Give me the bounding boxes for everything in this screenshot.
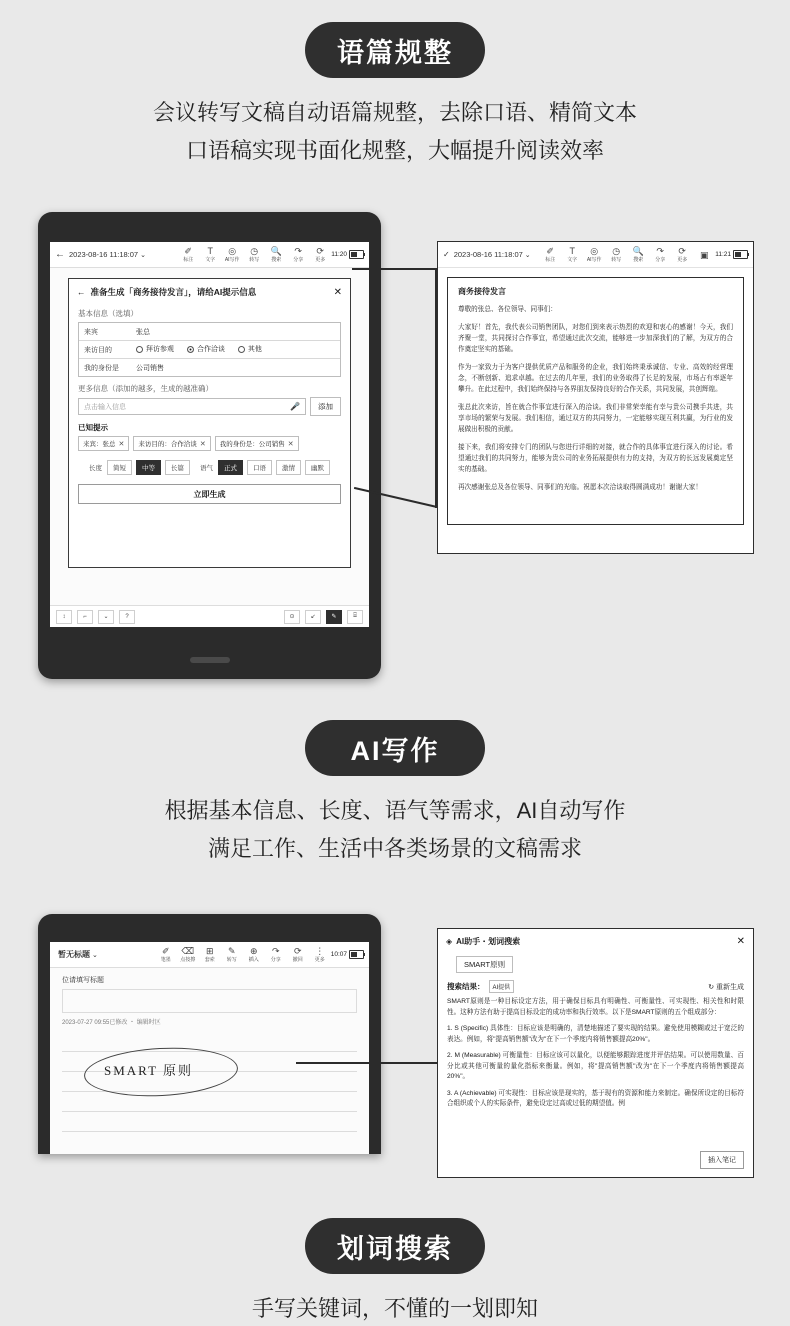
toolbar-icon-transcribe[interactable] bbox=[221, 946, 243, 963]
status-area bbox=[331, 250, 364, 259]
back-icon[interactable]: ← bbox=[55, 249, 65, 260]
note-subtitle: 位请填写标题 bbox=[62, 977, 104, 984]
toolbar-icon-lasso[interactable] bbox=[199, 946, 221, 963]
chevron-down-icon[interactable]: ⌄ bbox=[524, 251, 531, 259]
clock-label: 11:21 bbox=[715, 251, 731, 258]
tablet-device-2 bbox=[38, 914, 381, 1154]
tone-option-colloquial[interactable]: 口语 bbox=[247, 460, 272, 475]
form-row-identity[interactable] bbox=[79, 359, 340, 376]
key-icon-2[interactable]: ⌐ bbox=[77, 610, 93, 624]
insert-note-button[interactable]: 插入笔记 bbox=[700, 1151, 744, 1169]
toolbar-label: 更多 bbox=[677, 257, 688, 263]
close-icon[interactable]: ✕ bbox=[333, 286, 342, 298]
toolbar-icon-ai-write[interactable] bbox=[221, 246, 243, 263]
form-value: 张总 bbox=[136, 328, 150, 336]
toolbar-label: 更多 bbox=[314, 957, 325, 963]
regenerate-button[interactable]: ↻ 重新生成 bbox=[708, 983, 744, 991]
chip-label: 来访目的：合作洽谈 bbox=[138, 441, 197, 448]
chip-remove-icon[interactable]: ✕ bbox=[199, 440, 206, 448]
status-area bbox=[331, 950, 364, 959]
result-source-badge: AI提供 bbox=[489, 980, 515, 993]
tone-option-passionate[interactable]: 激情 bbox=[276, 460, 301, 475]
ai-paragraph: 2. M (Measurable) 可衡量性：目标应该可以量化，以便能够跟踪进度并评估结果。可以使用数量、百分比或其他可衡量的量化指标来衡量。例如，将"提高销售额"改为"在下一个季度内将销售额提高20%"。 bbox=[447, 1052, 744, 1080]
doc-heading: 商务接待发言 bbox=[458, 287, 506, 296]
ai-writing-dialog bbox=[68, 278, 351, 568]
note-line bbox=[62, 1112, 357, 1132]
more-info-note: （添加的越多，生成的越准确） bbox=[108, 384, 213, 393]
connector-line-vertical bbox=[435, 268, 437, 508]
notes-toolbar bbox=[50, 942, 369, 968]
toolbar-icon-search[interactable] bbox=[627, 246, 649, 263]
note-canvas[interactable] bbox=[62, 1032, 357, 1132]
basic-info-label bbox=[78, 308, 350, 319]
more-info-input-bar bbox=[78, 397, 341, 416]
close-icon[interactable]: ✕ bbox=[736, 936, 745, 947]
section-2-pill: AI写作 bbox=[305, 720, 485, 776]
keyboard-bar bbox=[50, 605, 369, 627]
doc-paragraph: 接下来，我们将安排专门的团队与您进行详细的对接，就合作的具体事宜进行深入的讨论。希望通过我们的共同努力，能够为贵公司的业务拓展提供有力的支持，为双方的长远发展奠定坚实的基础。 bbox=[458, 444, 733, 473]
toolbar-label: AI写作 bbox=[586, 257, 602, 263]
generate-button[interactable]: 立即生成 bbox=[78, 484, 341, 504]
keyword-row bbox=[447, 954, 744, 973]
toolbar-icon-ai-write[interactable] bbox=[583, 246, 605, 263]
result-label: 搜索结果： bbox=[447, 982, 485, 991]
dialog-back-icon[interactable]: ← bbox=[77, 287, 86, 297]
toolbar-icon-pen[interactable] bbox=[155, 946, 177, 963]
section-1-pill: 语篇规整 bbox=[305, 22, 485, 78]
toolbar-icon-search[interactable] bbox=[265, 246, 287, 263]
search-icon: 🔍 bbox=[270, 246, 282, 256]
section-1-sub-line2: 口语稿实现书面化规整，大幅提升阅读效率 bbox=[185, 138, 604, 163]
ai-panel-title: AI助手・划词搜索 bbox=[456, 937, 521, 946]
section-3-pill: 划词搜索 bbox=[305, 1218, 485, 1274]
section-1-sub-line1: 会议转写文稿自动语篇规整，去除口语、精简文本 bbox=[152, 100, 637, 125]
ai-icon: ◎ bbox=[590, 246, 599, 256]
chip-remove-icon[interactable]: ✕ bbox=[118, 440, 125, 448]
key-icon-4[interactable]: ? bbox=[119, 610, 135, 624]
generated-document-page bbox=[437, 241, 754, 554]
tablet-2-screen bbox=[50, 942, 369, 1154]
dialog-header bbox=[69, 279, 350, 302]
length-label: 长度 bbox=[89, 465, 102, 472]
doc-paragraph: 尊敬的张总、各位领导、同事们： bbox=[458, 306, 557, 313]
note-line bbox=[62, 1032, 357, 1052]
clock-label: 11:20 bbox=[331, 251, 347, 258]
tablet-device-1 bbox=[38, 212, 381, 679]
clock-icon: ◷ bbox=[250, 246, 259, 256]
option-row bbox=[78, 460, 341, 475]
toolbar-icon-more[interactable] bbox=[671, 246, 693, 263]
ai-paragraph: 3. A (Achievable) 可实现性：目标应该是现实的，基于现有的资源和能力来制定。确保所设定的目标符合组织或个人的实际条件，避免设定过高或过低的期望值。例 bbox=[447, 1089, 744, 1107]
toolbar-icon-more[interactable] bbox=[309, 946, 331, 963]
key-icon-3[interactable]: ⌄ bbox=[98, 610, 114, 624]
basic-info-note: （选填） bbox=[108, 309, 138, 318]
toolbar-label: 转写 bbox=[249, 257, 260, 263]
lasso-icon: ⊞ bbox=[205, 946, 214, 956]
keyboard-icon[interactable]: ⌸ bbox=[347, 610, 363, 624]
known-hints-label: 已知提示 bbox=[78, 423, 108, 432]
toolbar-icon-transcribe[interactable] bbox=[243, 246, 265, 263]
section-1-header bbox=[0, 22, 790, 168]
chevron-down-icon[interactable]: ⌄ bbox=[92, 951, 98, 959]
ai-icon: ◎ bbox=[228, 246, 237, 256]
microphone-icon[interactable]: 🎤 bbox=[290, 402, 300, 411]
toolbar-icon-undo[interactable] bbox=[287, 946, 309, 963]
tone-option-formal[interactable]: 正式 bbox=[218, 460, 243, 475]
toolbar-icon-more[interactable] bbox=[309, 246, 331, 263]
transcript-toolbar bbox=[50, 242, 369, 268]
text-icon: T bbox=[207, 246, 213, 256]
toolbar-label: 插入 bbox=[248, 957, 259, 963]
chip-label: 来宾：张总 bbox=[83, 441, 116, 448]
known-hints-chips bbox=[78, 436, 341, 451]
toolbar-label: 文字 bbox=[205, 257, 216, 263]
doc-paragraph: 再次感谢张总及各位领导、同事们的光临。祝愿本次洽谈取得圆满成功！谢谢大家！ bbox=[458, 484, 702, 491]
purpose-radio-group bbox=[136, 344, 340, 355]
toolbar-icon-text[interactable] bbox=[199, 246, 221, 263]
doc-paragraph: 张总此次来访，旨在就合作事宜进行深入的洽谈。我们非常荣幸能有幸与贵公司携手共进，共享市场的繁荣与发展。我们相信，通过双方的共同努力，一定能够实现互利共赢，为行业的发展做出积极的贡献。 bbox=[458, 404, 733, 433]
ai-panel-header bbox=[438, 929, 753, 954]
handwriting-text: SMART 原则 bbox=[104, 1063, 194, 1078]
note-meta: 2023-07-27 09:55已修改 ・ 编辑时区 bbox=[62, 1020, 161, 1026]
length-option-long[interactable]: 长篇 bbox=[165, 460, 190, 475]
more-info-label bbox=[78, 383, 350, 394]
add-button[interactable]: 添加 bbox=[310, 397, 341, 416]
form-key: 来宾 bbox=[84, 328, 98, 336]
connector-line-section2 bbox=[296, 1062, 438, 1064]
tablet-1-screen bbox=[50, 242, 369, 627]
toolbar-icon-share[interactable] bbox=[287, 246, 309, 263]
document-title: 2023-08-16 11:18:07 bbox=[453, 250, 523, 259]
radio-label: 合作洽谈 bbox=[196, 346, 225, 354]
chip-purpose[interactable] bbox=[133, 436, 210, 451]
tone-option-humorous[interactable]: 幽默 bbox=[305, 460, 330, 475]
insert-icon: ⊕ bbox=[249, 946, 258, 956]
document-body bbox=[447, 277, 744, 525]
radio-cooperation[interactable] bbox=[187, 344, 225, 354]
ai-search-panel bbox=[437, 928, 754, 1178]
basic-info-text: 基本信息 bbox=[78, 309, 108, 318]
pen-icon: ✐ bbox=[184, 246, 192, 256]
keyword-chip[interactable]: SMART原则 bbox=[456, 956, 513, 973]
toolbar-label: 搜索 bbox=[633, 257, 644, 263]
toolbar-label: 标注 bbox=[183, 257, 194, 263]
form-key: 来访目的 bbox=[84, 346, 112, 354]
form-row-purpose[interactable] bbox=[79, 341, 340, 359]
note-line bbox=[62, 1092, 357, 1112]
eraser-icon: ⌫ bbox=[181, 946, 195, 956]
chip-remove-icon[interactable]: ✕ bbox=[287, 440, 294, 448]
toolbar-label: AI写作 bbox=[224, 257, 240, 263]
clock-icon: ◷ bbox=[612, 246, 621, 256]
toolbar-icon-annotate[interactable] bbox=[539, 246, 561, 263]
doc-paragraph: 作为一家致力于为客户提供优质产品和服务的企业，我们始终秉承诚信、专业、高效的经营理念，不断创新、追求卓越。在过去的几年里，我们的业务取得了长足的发展，市场占有率逐年攀升。在此过程中，我们始终保持与各界朋友保持良好的合作关系，共同发展，共创辉煌。 bbox=[458, 364, 733, 393]
document-title: 2023-08-16 11:18:07 bbox=[69, 250, 139, 259]
chevron-down-icon[interactable]: ⌄ bbox=[140, 251, 146, 259]
more-info-input[interactable] bbox=[78, 398, 306, 415]
doc-paragraph: 大家好！首先，我代表公司销售团队，对您们到来表示热烈的欢迎和衷心的感谢！今天，我们齐聚一堂，共同探讨合作事宜，希望通过此次交流，能够进一步加深我们的了解，为双方的合作奠定坚实的基础。 bbox=[458, 324, 733, 353]
toolbar-label: 转写 bbox=[611, 257, 622, 263]
section-3-sub-line1: 手写关键词，不懂的一划即知 bbox=[251, 1296, 538, 1321]
connector-line-top bbox=[352, 268, 438, 270]
toolbar-label: 分享 bbox=[293, 257, 304, 263]
toolbar-label: 更多 bbox=[315, 257, 326, 263]
toolbar-label: 转写 bbox=[226, 957, 237, 963]
text-icon: T bbox=[569, 246, 575, 256]
toolbar-label: 套索 bbox=[204, 957, 215, 963]
search-result-row bbox=[447, 980, 744, 993]
toolbar-icon-text[interactable] bbox=[561, 246, 583, 263]
status-area bbox=[715, 250, 748, 259]
share-icon: ↷ bbox=[656, 246, 664, 256]
toolbar-icon-share[interactable] bbox=[649, 246, 671, 263]
pen-tool-icon[interactable]: ✎ bbox=[326, 610, 342, 624]
section-3-header bbox=[0, 1218, 790, 1326]
toolbar-label: 搜索 bbox=[271, 257, 282, 263]
length-option-medium[interactable]: 中等 bbox=[136, 460, 161, 475]
share-icon: ↷ bbox=[294, 246, 302, 256]
toolbar-label: 文字 bbox=[567, 257, 578, 263]
ai-paragraph: SMART原则是一种目标设定方法，用于确保目标具有明确性、可衡量性、可实现性、相关性和时限性。这种方法有助于提高目标设定的成功率和执行效率。以下是SMART原则的五个组成部分： bbox=[447, 998, 744, 1016]
toolbar-icon-transcribe[interactable] bbox=[605, 246, 627, 263]
undo-icon: ⟳ bbox=[293, 946, 302, 956]
search-icon: 🔍 bbox=[632, 246, 644, 256]
toolbar-icon-pages[interactable] bbox=[693, 250, 715, 260]
toolbar-label: 分享 bbox=[270, 957, 281, 963]
form-value: 公司销售 bbox=[136, 364, 164, 372]
input-placeholder: 点击输入信息 bbox=[84, 403, 126, 411]
clock-label: 10:07 bbox=[330, 951, 347, 958]
battery-icon bbox=[349, 950, 364, 959]
toolbar-label: 点按擦 bbox=[180, 957, 196, 963]
basic-info-form bbox=[78, 322, 341, 377]
undo-icon[interactable]: ↙ bbox=[305, 610, 321, 624]
toolbar-icon-eraser[interactable] bbox=[177, 946, 199, 963]
chip-guest[interactable] bbox=[78, 436, 129, 451]
check-icon[interactable]: ✓ bbox=[443, 250, 450, 259]
radio-other[interactable] bbox=[238, 344, 262, 354]
toolbar-label: 分享 bbox=[655, 257, 666, 263]
toolbar-icon-insert[interactable] bbox=[243, 946, 265, 963]
toolbar-label: 标注 bbox=[545, 257, 556, 263]
record-icon[interactable]: ⊙ bbox=[284, 610, 300, 624]
form-key: 我的身份是 bbox=[84, 364, 119, 372]
ai-paragraph: 1. S (Specific) 具体性：目标应该是明确的，清楚地描述了要实现的结果。避免使用模糊或过于宽泛的表达。例如，将"提高销售额"改为"在下一个季度内将销售额提高20%"。 bbox=[447, 1025, 744, 1043]
section-2-sub-line2: 满足工作、生活中各类场景的文稿需求 bbox=[207, 836, 582, 861]
pen-icon: ✐ bbox=[161, 946, 170, 956]
length-option-short[interactable]: 简短 bbox=[107, 460, 132, 475]
ai-assistant-icon: ◈ bbox=[446, 937, 453, 946]
pages-icon: ▣ bbox=[699, 249, 709, 260]
home-indicator bbox=[190, 657, 230, 663]
form-row-guest[interactable] bbox=[79, 323, 340, 341]
key-icon-1[interactable]: ↕ bbox=[56, 610, 72, 624]
toolbar-icon-share[interactable] bbox=[265, 946, 287, 963]
document-toolbar bbox=[438, 242, 753, 268]
toolbar-icon-annotate[interactable] bbox=[177, 246, 199, 263]
radio-visit[interactable] bbox=[136, 344, 174, 354]
battery-icon bbox=[733, 250, 748, 259]
regenerate-label: 重新生成 bbox=[716, 983, 744, 991]
refresh-icon: ⟳ bbox=[316, 246, 324, 256]
section-2-header bbox=[0, 720, 790, 866]
toolbar-label: 撤回 bbox=[292, 957, 303, 963]
pen-icon: ✐ bbox=[546, 246, 554, 256]
transcribe-icon: ✎ bbox=[227, 946, 236, 956]
dialog-title: 准备生成「商务接待发言」，请给AI提示信息 bbox=[90, 287, 257, 297]
share-icon: ↷ bbox=[271, 946, 280, 956]
battery-icon bbox=[349, 250, 364, 259]
tone-label: 语气 bbox=[200, 465, 213, 472]
chip-identity[interactable] bbox=[215, 436, 299, 451]
more-info-text: 更多信息 bbox=[78, 384, 108, 393]
refresh-icon: ⟳ bbox=[678, 246, 686, 256]
radio-label: 拜访参观 bbox=[146, 346, 174, 354]
more-icon: ⋮ bbox=[315, 946, 325, 956]
chip-label: 我的身份是：公司销售 bbox=[219, 441, 285, 448]
section-2-sub-line1: 根据基本信息、长度、语气等需求，AI自动写作 bbox=[164, 798, 626, 823]
radio-label: 其他 bbox=[247, 346, 262, 354]
toolbar-label: 笔墨 bbox=[160, 957, 171, 963]
note-title: 暂无标题 bbox=[58, 950, 90, 959]
title-input-box[interactable] bbox=[62, 989, 357, 1013]
